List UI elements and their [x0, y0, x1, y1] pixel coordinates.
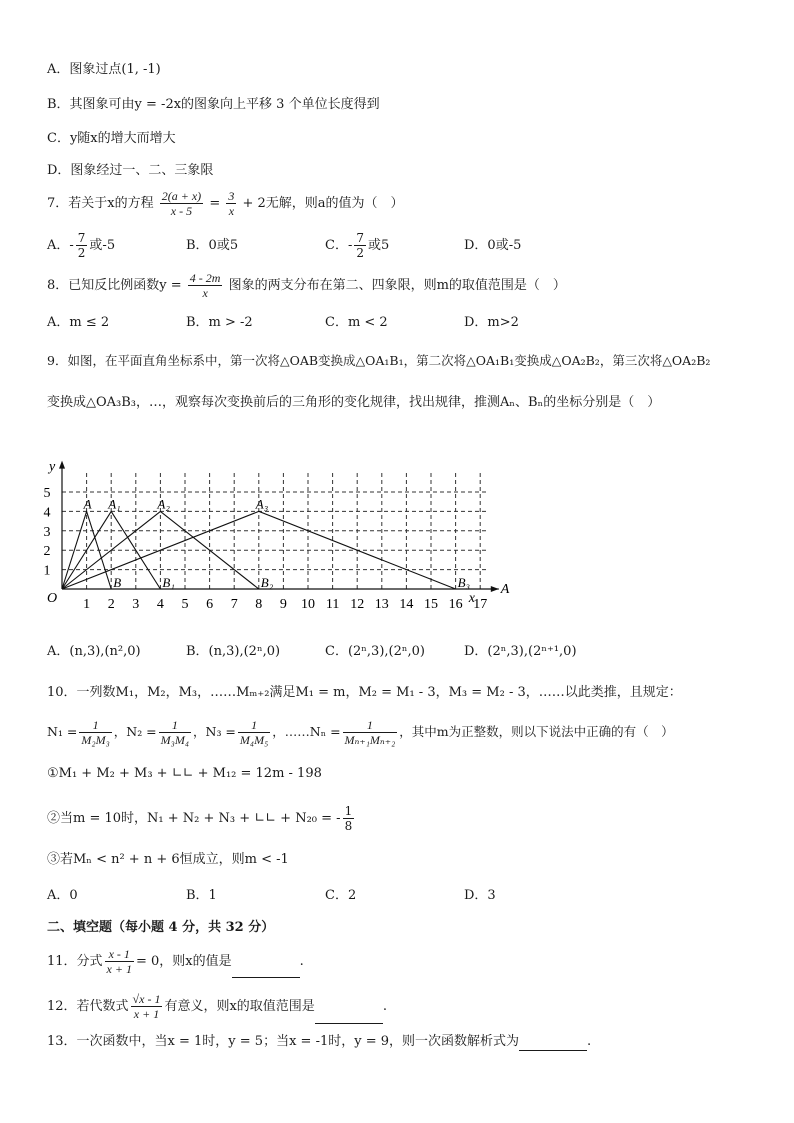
q13-stem	[47, 1033, 591, 1051]
q6-option-b: B．其图象可由y = -2x的图象向上平移 3 个单位长度得到	[47, 97, 380, 112]
q10-statement-2-den: 8	[344, 819, 353, 833]
point-label: A₃	[255, 496, 269, 512]
q10-nn-num: 1	[343, 718, 398, 733]
q10-statement-2-num: 1	[344, 804, 353, 818]
q7-fraction-left-den: x - 5	[170, 204, 193, 218]
x-tick-label: 8	[255, 597, 263, 610]
q9-option-b: B．(n,3),(2ⁿ,0)	[186, 644, 281, 659]
x-tick-label: 12	[350, 597, 365, 610]
q8-fraction-num: 4 - 2m	[189, 271, 221, 285]
q9-coordinate-figure	[40, 422, 560, 610]
point-label: B	[113, 575, 122, 590]
q7-options	[47, 230, 747, 262]
q12-fraction	[131, 992, 163, 1021]
section-2-title: 二、填空题（每小题 4 分，共 32 分）	[47, 920, 275, 935]
x-tick-label: 10	[301, 597, 315, 610]
q7-option-c-prefix: C．-	[325, 238, 353, 253]
q7-option-c-suffix: 或5	[367, 238, 390, 253]
q9-option-a: A．(n,3),(n²,0)	[47, 644, 141, 659]
x-tick-label: 15	[424, 597, 438, 610]
q10-n1-label: N₁ =	[47, 724, 78, 739]
y-tick-label: 1	[43, 563, 51, 579]
q8-fraction-den: x	[202, 286, 208, 300]
x-tick-label: 7	[230, 597, 238, 610]
x-tick-label: 11	[325, 597, 340, 610]
q11-prefix: 11．分式	[47, 954, 103, 969]
y-tick-label: 3	[43, 524, 51, 540]
q8-option-b: B．m > -2	[186, 315, 253, 330]
q6-option-c: C．y随x的增大而增大	[47, 131, 176, 146]
x-axis-arrow	[491, 586, 499, 592]
x-tick-label: 2	[107, 597, 115, 610]
q12-prefix: 12．若代数式	[47, 999, 129, 1014]
point-label: A₁	[108, 496, 121, 512]
q7-option-a-suffix: 或-5	[89, 238, 116, 253]
q7-option-a-prefix: A．-	[47, 238, 74, 253]
q8-option-d: D．m>2	[464, 315, 519, 330]
q10-nn-fraction	[343, 718, 398, 747]
x-tick-label: 17	[473, 597, 488, 610]
x-tick-label: 5	[181, 597, 189, 610]
q7-option-a-num: 7	[77, 231, 86, 245]
q8-fraction	[188, 271, 223, 300]
q8-stem-suffix: 图象的两支分布在第二、四象限，则m的取值范围是（ ）	[228, 278, 566, 293]
q12-fraction-num: √x - 1	[132, 992, 161, 1006]
chart-point-labels	[83, 496, 470, 590]
x-axis-arrow-label: A	[500, 582, 510, 597]
q7-fraction-right-den: x	[228, 204, 235, 218]
q13-end: .	[587, 1034, 592, 1049]
q10-n3-den: M₄M₅	[239, 733, 269, 747]
q11-fraction-num: x - 1	[105, 947, 134, 962]
y-tick-label: 4	[43, 505, 51, 521]
q7-option-b: B．0或5	[186, 238, 239, 253]
q7-option-d: D．0或-5	[464, 238, 522, 253]
origin-label: O	[47, 591, 58, 606]
q12-stem	[47, 990, 387, 1024]
q7-stem-prefix: 7．若关于x的方程	[47, 196, 154, 211]
point-label: A	[83, 496, 92, 512]
point-label: B₂	[260, 575, 274, 590]
q10-statement-2-text: ②当m = 10时，N₁ + N₂ + N₃ + ∟∟ + N₂₀ = -	[47, 811, 341, 826]
x-tick-label: 16	[448, 597, 463, 610]
q10-nn-label: ，……Nₙ =	[272, 724, 341, 739]
q7-option-c	[325, 230, 389, 262]
q10-statement-2	[47, 802, 356, 836]
q12-suffix: 有意义，则x的取值范围是	[164, 999, 315, 1014]
q11-fraction-den: x + 1	[106, 962, 132, 976]
q10-n1-fraction	[79, 718, 111, 747]
q9-stem-line2: 变换成△OA₃B₃，…，观察每次变换前后的三角形的变化规律，找出规律，推测Aₙ、Bₙ的坐标分别是（ ）	[47, 395, 661, 410]
q7-option-c-den: 2	[356, 246, 364, 260]
q10-statement-1: ①M₁ + M₂ + M₃ + ∟∟ + M₁₂ = 12m - 198	[47, 766, 322, 781]
q10-statement-2-fraction	[343, 804, 355, 833]
q11-answer-blank[interactable]	[232, 965, 300, 978]
y-axis-label: y	[49, 459, 56, 475]
y-tick-label: 2	[43, 544, 51, 560]
q10-stem-suffix: ，其中m为正整数，则以下说法中正确的有（ ）	[399, 724, 674, 739]
q10-stem-line2	[47, 715, 674, 749]
q10-n1-num: 1	[79, 718, 111, 733]
q6-option-d: D．图象经过一、二、三象限	[47, 163, 214, 178]
q10-option-b: B．1	[186, 888, 217, 903]
point-label: B₃	[457, 575, 471, 590]
y-axis-arrow	[59, 461, 65, 469]
q9-stem-line1: 9．如图，在平面直角坐标系中，第一次将△OAB变换成△OA₁B₁，第二次将△OA₁B₁变换成△OA₂B₂，第三次将△OA₂B₂	[47, 353, 711, 368]
q7-option-a	[47, 230, 115, 262]
q12-end: .	[382, 999, 387, 1014]
q8-option-a: A．m ≤ 2	[47, 315, 110, 330]
q10-n2-label: ，N₂ =	[113, 724, 157, 739]
q10-n2-den: M₃M₄	[160, 733, 189, 747]
x-axis-label: x	[468, 591, 476, 606]
q13-text: 13．一次函数中，当x = 1时，y = 5；当x = -1时，y = 9，则一次函数解析式为	[47, 1034, 519, 1049]
y-tick-label: 5	[43, 486, 51, 501]
chart-grid	[62, 471, 487, 589]
x-tick-label: 13	[374, 597, 389, 610]
q7-option-a-den: 2	[77, 246, 86, 260]
q9-option-c: C．(2ⁿ,3),(2ⁿ,0)	[325, 644, 425, 659]
q6-option-a: A．图象过点(1, -1)	[47, 62, 161, 77]
q8-stem-prefix: 8．已知反比例函数y =	[47, 278, 182, 293]
x-tick-label: 4	[156, 597, 164, 610]
q7-stem-suffix: + 2无解，则a的值为（ ）	[242, 196, 404, 211]
x-tick-label: 9	[279, 597, 287, 610]
q10-n2-fraction	[159, 718, 191, 747]
q10-statement-3: ③若Mₙ < n² + n + 6恒成立，则m < -1	[47, 852, 289, 867]
q8-stem	[47, 270, 566, 302]
q11-suffix: = 0，则x的值是	[135, 954, 232, 969]
q7-fraction-right	[226, 189, 236, 218]
q7-option-c-fraction	[354, 231, 366, 260]
q7-fraction-left-num: 2(a + x)	[161, 189, 202, 203]
q10-option-d: D．3	[464, 888, 496, 903]
q10-n3-num: 1	[238, 718, 270, 733]
point-label: B₁	[162, 575, 175, 590]
x-tick-label: 3	[132, 597, 140, 610]
q13-answer-blank[interactable]	[519, 1038, 587, 1051]
q7-equals: =	[209, 196, 221, 211]
q10-nn-den: Mₙ₊₁Mₙ₊₂	[344, 733, 396, 747]
x-tick-label: 14	[399, 597, 414, 610]
q7-fraction-right-num: 3	[228, 189, 235, 203]
q10-option-c: C．2	[325, 888, 357, 903]
q11-end: .	[299, 954, 304, 969]
q11-stem	[47, 946, 304, 978]
q7-fraction-left	[160, 189, 203, 218]
q8-option-c: C．m < 2	[325, 315, 388, 330]
x-tick-label: 6	[206, 597, 214, 610]
x-tick-label: 1	[83, 597, 91, 610]
q12-fraction-den: x + 1	[133, 1007, 160, 1021]
q12-answer-blank[interactable]	[315, 1011, 383, 1024]
q10-stem-line1: 10．一列数M₁，M₂，M₃，……Mₘ₊₂满足M₁ = m，M₂ = M₁ - 3，M₃ = M₂ - 3，……以此类推，且规定：	[47, 685, 682, 700]
q10-n1-den: M₂M₃	[81, 733, 110, 747]
point-label: A₂	[157, 496, 170, 512]
q11-fraction	[105, 947, 134, 976]
q7-option-c-num: 7	[356, 231, 364, 245]
q10-n2-num: 1	[159, 718, 191, 733]
q10-n3-label: ，N₃ =	[193, 724, 236, 739]
q10-n3-fraction	[238, 718, 270, 747]
q9-option-d: D．(2ⁿ,3),(2ⁿ⁺¹,0)	[464, 644, 577, 659]
q10-option-a: A．0	[47, 888, 78, 903]
q7-stem	[47, 188, 404, 220]
q7-option-a-fraction	[76, 231, 88, 260]
